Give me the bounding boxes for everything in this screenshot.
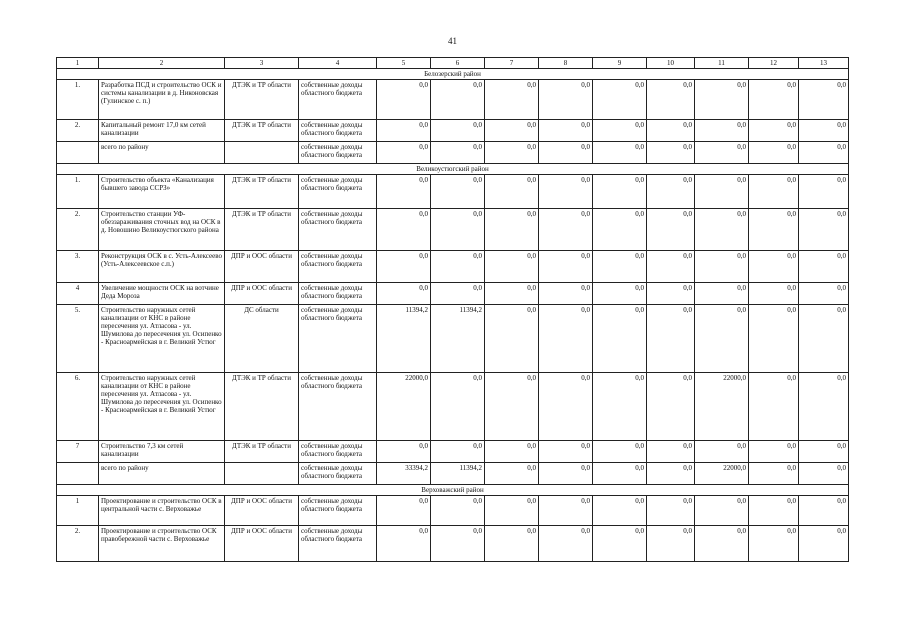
- column-header: 8: [539, 58, 593, 69]
- row-value: 0,0: [431, 251, 485, 283]
- row-value: 0,0: [485, 463, 539, 485]
- row-value: 0,0: [539, 251, 593, 283]
- row-value: 0,0: [431, 496, 485, 526]
- row-value: 0,0: [539, 142, 593, 164]
- row-value: 0,0: [539, 175, 593, 209]
- row-executor: ДТЭК и ТР области: [225, 209, 299, 251]
- row-value: 0,0: [749, 80, 799, 120]
- row-value: 0,0: [539, 283, 593, 305]
- row-value: 0,0: [695, 496, 749, 526]
- row-value: 0,0: [593, 209, 647, 251]
- row-value: 0,0: [539, 441, 593, 463]
- row-name: всего по району: [99, 463, 225, 485]
- row-value: 0,0: [749, 251, 799, 283]
- row-value: 0,0: [431, 283, 485, 305]
- row-value: 11394,2: [431, 463, 485, 485]
- row-value: 0,0: [377, 175, 431, 209]
- row-value: 0,0: [647, 209, 695, 251]
- row-funding-source: собственные доходы областного бюджета: [299, 175, 377, 209]
- row-value: 0,0: [431, 80, 485, 120]
- row-value: 0,0: [695, 305, 749, 373]
- column-header: 1: [57, 58, 99, 69]
- row-value: 0,0: [593, 496, 647, 526]
- row-executor: ДТЭК и ТР области: [225, 441, 299, 463]
- row-value: 0,0: [431, 120, 485, 142]
- row-executor: ДТЭК и ТР области: [225, 373, 299, 441]
- row-value: 0,0: [431, 526, 485, 562]
- table-row: [57, 120, 849, 142]
- row-value: 33394,2: [377, 463, 431, 485]
- row-funding-source: собственные доходы областного бюджета: [299, 251, 377, 283]
- row-value: 0,0: [539, 496, 593, 526]
- row-value: 0,0: [431, 373, 485, 441]
- row-value: 0,0: [593, 305, 647, 373]
- row-executor: ДТЭК и ТР области: [225, 80, 299, 120]
- row-value: 0,0: [799, 175, 849, 209]
- row-name: Проектирование и строительство ОСК в центральной части с. Верховажье: [99, 496, 225, 526]
- row-number: 1.: [57, 80, 99, 120]
- column-header: 9: [593, 58, 647, 69]
- row-value: 0,0: [539, 305, 593, 373]
- row-value: 0,0: [647, 496, 695, 526]
- row-value: 0,0: [695, 283, 749, 305]
- row-value: 0,0: [799, 373, 849, 441]
- column-header: 4: [299, 58, 377, 69]
- row-value: 0,0: [647, 283, 695, 305]
- section-header-row: [57, 485, 849, 496]
- row-value: 0,0: [695, 251, 749, 283]
- row-number: 2.: [57, 120, 99, 142]
- row-value: 0,0: [539, 80, 593, 120]
- table-row: [57, 251, 849, 283]
- row-value: 0,0: [799, 463, 849, 485]
- row-value: 0,0: [799, 441, 849, 463]
- row-value: 0,0: [593, 120, 647, 142]
- row-value: 0,0: [593, 373, 647, 441]
- row-value: 0,0: [749, 373, 799, 441]
- row-value: 0,0: [799, 283, 849, 305]
- row-number: 5.: [57, 305, 99, 373]
- row-value: 0,0: [647, 373, 695, 441]
- row-value: 0,0: [647, 305, 695, 373]
- table-row: [57, 283, 849, 305]
- row-name: Реконструкция ОСК в с. Усть-Алексеево (Усть-Алексеевское с.п.): [99, 251, 225, 283]
- column-header: 3: [225, 58, 299, 69]
- row-number: 1: [57, 496, 99, 526]
- row-value: 0,0: [593, 80, 647, 120]
- row-value: 0,0: [593, 251, 647, 283]
- row-name: Строительство станции УФ-обеззараживания сточных вод на ОСК в д. Новошино Великоустюгского района: [99, 209, 225, 251]
- row-value: 0,0: [377, 496, 431, 526]
- row-value: 0,0: [539, 526, 593, 562]
- row-value: 0,0: [485, 120, 539, 142]
- row-value: 0,0: [431, 142, 485, 164]
- row-executor: ДПР и ООС области: [225, 283, 299, 305]
- row-value: 0,0: [377, 209, 431, 251]
- row-value: 0,0: [485, 305, 539, 373]
- table-row: [57, 526, 849, 562]
- row-value: 0,0: [647, 175, 695, 209]
- row-value: 0,0: [695, 120, 749, 142]
- row-value: 0,0: [377, 441, 431, 463]
- row-value: 0,0: [647, 251, 695, 283]
- row-value: 0,0: [485, 251, 539, 283]
- row-funding-source: собственные доходы областного бюджета: [299, 283, 377, 305]
- column-header-row: [57, 58, 849, 69]
- column-header: 2: [99, 58, 225, 69]
- row-executor: ДПР и ООС области: [225, 251, 299, 283]
- row-value: 0,0: [799, 305, 849, 373]
- row-value: 0,0: [431, 175, 485, 209]
- row-value: 0,0: [539, 120, 593, 142]
- section-header-row: [57, 69, 849, 80]
- row-name: Строительство наружных сетей канализации от КНС в районе пересечения ул. Атласова - ул. Шумилова до пересечения ул. Осипенко - Красноармейская в г. Великий Устюг: [99, 373, 225, 441]
- row-value: 0,0: [377, 120, 431, 142]
- row-value: 11394,2: [431, 305, 485, 373]
- row-executor: ДС области: [225, 305, 299, 373]
- row-executor: [225, 463, 299, 485]
- row-executor: ДПР и ООС области: [225, 526, 299, 562]
- row-value: 0,0: [749, 526, 799, 562]
- row-value: 0,0: [799, 496, 849, 526]
- row-value: 0,0: [647, 142, 695, 164]
- table-row: [57, 305, 849, 373]
- column-header: 12: [749, 58, 799, 69]
- row-value: 0,0: [749, 463, 799, 485]
- row-value: 0,0: [749, 142, 799, 164]
- row-value: 0,0: [799, 142, 849, 164]
- row-number: 6.: [57, 373, 99, 441]
- row-name: Капитальный ремонт 17,0 км сетей канализации: [99, 120, 225, 142]
- row-name: Разработка ПСД и строительство ОСК и системы канализации в д. Никоновская (Гулинское с. п.): [99, 80, 225, 120]
- row-value: 0,0: [593, 526, 647, 562]
- row-value: 0,0: [593, 175, 647, 209]
- row-value: 0,0: [647, 441, 695, 463]
- row-executor: [225, 142, 299, 164]
- row-name: Строительство объекта «Канализация бывшего завода ССРЗ»: [99, 175, 225, 209]
- row-value: 0,0: [485, 496, 539, 526]
- table-body: [57, 69, 849, 562]
- row-funding-source: собственные доходы областного бюджета: [299, 305, 377, 373]
- row-value: 22000,0: [695, 373, 749, 441]
- row-funding-source: собственные доходы областного бюджета: [299, 373, 377, 441]
- row-value: 0,0: [749, 283, 799, 305]
- row-value: 0,0: [695, 142, 749, 164]
- row-value: 0,0: [695, 526, 749, 562]
- row-executor: ДТЭК и ТР области: [225, 120, 299, 142]
- row-executor: ДТЭК и ТР области: [225, 175, 299, 209]
- row-value: 0,0: [749, 496, 799, 526]
- row-value: 0,0: [749, 305, 799, 373]
- row-number: [57, 463, 99, 485]
- table-row: [57, 209, 849, 251]
- row-value: 0,0: [749, 120, 799, 142]
- row-value: 0,0: [377, 142, 431, 164]
- row-value: 0,0: [695, 175, 749, 209]
- row-value: 0,0: [593, 283, 647, 305]
- row-value: 0,0: [377, 251, 431, 283]
- section-header-row: [57, 164, 849, 175]
- row-value: 0,0: [485, 441, 539, 463]
- row-value: 0,0: [485, 373, 539, 441]
- row-name: Проектирование и строительство ОСК правобережной части с. Верховажье: [99, 526, 225, 562]
- row-name: Строительство 7,3 км сетей канализации: [99, 441, 225, 463]
- page-number: 41: [448, 36, 457, 46]
- budget-table: [56, 57, 849, 562]
- row-value: 0,0: [593, 463, 647, 485]
- row-funding-source: собственные доходы областного бюджета: [299, 80, 377, 120]
- row-value: 11394,2: [377, 305, 431, 373]
- column-header: 7: [485, 58, 539, 69]
- row-number: 1.: [57, 175, 99, 209]
- row-funding-source: собственные доходы областного бюджета: [299, 209, 377, 251]
- table-row: [57, 441, 849, 463]
- column-header: 6: [431, 58, 485, 69]
- row-number: 7: [57, 441, 99, 463]
- row-value: 22000,0: [377, 373, 431, 441]
- row-value: 0,0: [647, 120, 695, 142]
- row-value: 0,0: [749, 175, 799, 209]
- column-header: 11: [695, 58, 749, 69]
- row-value: 0,0: [799, 209, 849, 251]
- total-row: [57, 463, 849, 485]
- row-executor: ДПР и ООС области: [225, 496, 299, 526]
- row-value: 0,0: [799, 80, 849, 120]
- table-row: [57, 373, 849, 441]
- column-header: 13: [799, 58, 849, 69]
- row-number: 2.: [57, 209, 99, 251]
- row-value: 0,0: [377, 526, 431, 562]
- row-number: 4: [57, 283, 99, 305]
- table-row: [57, 496, 849, 526]
- row-value: 0,0: [431, 441, 485, 463]
- row-value: 0,0: [593, 142, 647, 164]
- row-value: 0,0: [593, 441, 647, 463]
- row-number: [57, 142, 99, 164]
- section-title: Белозерский район: [57, 69, 849, 80]
- row-value: 0,0: [539, 209, 593, 251]
- row-value: 0,0: [749, 209, 799, 251]
- row-value: 0,0: [799, 251, 849, 283]
- row-funding-source: собственные доходы областного бюджета: [299, 526, 377, 562]
- column-header: 10: [647, 58, 695, 69]
- row-value: 0,0: [647, 463, 695, 485]
- section-title: Великоустюгский район: [57, 164, 849, 175]
- table-row: [57, 80, 849, 120]
- row-funding-source: собственные доходы областного бюджета: [299, 142, 377, 164]
- row-funding-source: собственные доходы областного бюджета: [299, 120, 377, 142]
- section-title: Верховажский район: [57, 485, 849, 496]
- row-value: 0,0: [799, 526, 849, 562]
- row-value: 0,0: [695, 209, 749, 251]
- row-value: 0,0: [377, 283, 431, 305]
- total-row: [57, 142, 849, 164]
- row-value: 0,0: [377, 80, 431, 120]
- row-value: 0,0: [647, 80, 695, 120]
- row-value: 0,0: [485, 80, 539, 120]
- row-value: 0,0: [539, 463, 593, 485]
- table-row: [57, 175, 849, 209]
- row-value: 0,0: [695, 80, 749, 120]
- row-value: 0,0: [431, 209, 485, 251]
- row-name: Увеличение мощности ОСК на вотчине Деда Мороза: [99, 283, 225, 305]
- row-value: 0,0: [539, 373, 593, 441]
- row-number: 3.: [57, 251, 99, 283]
- column-header: 5: [377, 58, 431, 69]
- row-name: всего по району: [99, 142, 225, 164]
- row-value: 0,0: [799, 120, 849, 142]
- row-value: 0,0: [485, 209, 539, 251]
- row-funding-source: собственные доходы областного бюджета: [299, 441, 377, 463]
- row-value: 0,0: [485, 142, 539, 164]
- row-funding-source: собственные доходы областного бюджета: [299, 496, 377, 526]
- row-funding-source: собственные доходы областного бюджета: [299, 463, 377, 485]
- row-value: 0,0: [749, 441, 799, 463]
- row-number: 2.: [57, 526, 99, 562]
- row-value: 22000,0: [695, 463, 749, 485]
- row-value: 0,0: [485, 175, 539, 209]
- row-value: 0,0: [485, 283, 539, 305]
- row-value: 0,0: [647, 526, 695, 562]
- row-value: 0,0: [485, 526, 539, 562]
- row-name: Строительство наружных сетей канализации от КНС в районе пересечения ул. Атласова - ул. Шумилова до пересечения ул. Осипенко - Красноармейская в г. Великий Устюг: [99, 305, 225, 373]
- row-value: 0,0: [695, 441, 749, 463]
